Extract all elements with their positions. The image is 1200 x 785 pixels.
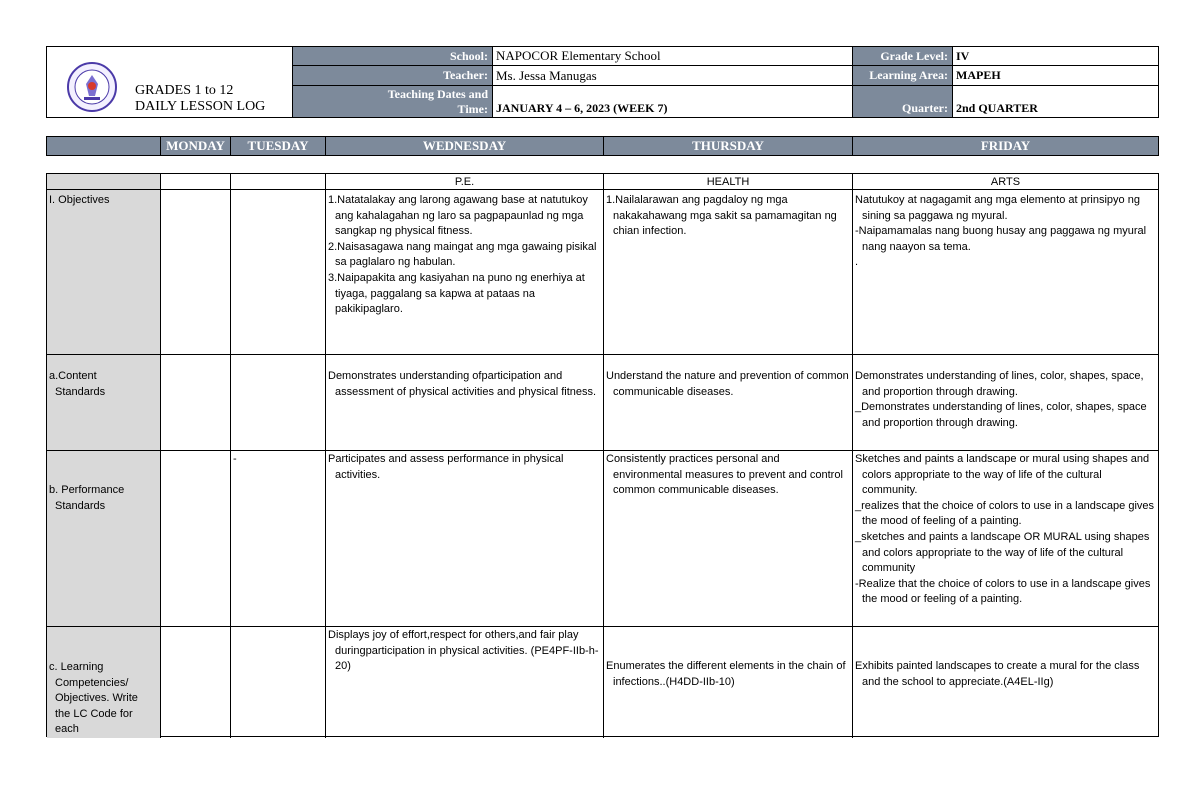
dates-label — [293, 86, 493, 117]
competencies-pe-text: Displays joy of effort,respect for others,and fair play duringparticipation in physical activities. (PE4PF-IIb-h-20) — [328, 629, 599, 673]
performance-health-text: Consistently practices personal and environmental measures to prevent and control common communicable diseases. — [606, 453, 843, 497]
objectives-arts-item: . — [855, 256, 859, 269]
content-pe-text: Demonstrates understanding ofparticipation and assessment of physical activities and physical fitness. — [328, 370, 597, 398]
lesson-grid — [46, 173, 1159, 737]
competencies-label-line-2: Competencies/ — [55, 676, 129, 689]
performance-tuesday: - — [231, 451, 326, 627]
objectives-health — [604, 190, 853, 355]
performance-monday — [161, 451, 231, 627]
dates-label-line-2: Time: — [457, 102, 488, 116]
performance-arts-item: -Realize that the choice of colors to use in a landscape gives the mood or feeling of a painting. — [855, 577, 1151, 606]
quarter-label: Quarter: — [853, 86, 953, 117]
school-label: School: — [293, 47, 493, 66]
objectives-pe-item: 3.Naipapakita ang kasiyahan na puno ng enerhiya at tiyaga, paggalang sa kapwa at pataas na pakikipaglaro. — [328, 271, 585, 316]
dates-label-line-1: Teaching Dates and — [387, 87, 488, 101]
learning-area-label: Learning Area: — [853, 66, 953, 86]
dll-title — [135, 83, 265, 115]
day-thursday: THURSDAY — [604, 137, 853, 155]
competencies-label-line-5: each — [55, 723, 79, 736]
subject-monday — [161, 174, 231, 190]
performance-arts-item: Sketches and paints a landscape or mural using shapes and colors appropriate to the way of life of the cultural community. — [855, 453, 1150, 497]
content-health — [604, 355, 853, 451]
competencies-label-line-1: c. Learning — [49, 661, 104, 673]
quarter-value: 2nd QUARTER — [956, 101, 1038, 115]
content-arts-item: Demonstrates understanding of lines, color, shapes, space, and proportion through drawing. — [855, 370, 1144, 398]
objectives-arts-item: Natutukoy at nagagamit ang mga elemento at prinsipyo ng sining sa paggawa ng myural. — [855, 194, 1140, 222]
header-table — [46, 46, 1159, 118]
school-value: NAPOCOR Elementary School — [493, 47, 853, 66]
learning-area-value: MAPEH — [953, 66, 1158, 86]
teacher-value: Ms. Jessa Manugas — [493, 66, 853, 86]
day-tuesday: TUESDAY — [231, 137, 326, 155]
row-label-performance — [47, 451, 161, 627]
grade-value: IV — [953, 47, 1158, 66]
performance-arts-item: _realizes that the choice of colors to use in a landscape gives the mood of feeling of a painting. — [855, 499, 1155, 528]
subject-row-label — [47, 174, 161, 190]
content-pe — [326, 355, 604, 451]
logo-cell — [47, 47, 293, 117]
competencies-tuesday — [231, 627, 326, 738]
competencies-monday — [161, 627, 231, 738]
content-tuesday — [231, 355, 326, 451]
objectives-tuesday — [231, 190, 326, 355]
row-label-competencies — [47, 627, 161, 738]
day-friday: FRIDAY — [980, 138, 1031, 153]
day-monday: MONDAY — [161, 137, 231, 155]
content-label-line-1: a.Content — [49, 370, 97, 382]
dates-value: JANUARY 4 – 6, 2023 (WEEK 7) — [493, 86, 853, 117]
subject-tuesday — [231, 174, 326, 190]
day-wednesday: WEDNESDAY — [326, 137, 604, 155]
day-header-blank — [47, 137, 161, 155]
performance-pe — [326, 451, 604, 627]
objectives-health-item: 1.Nailalarawan ang pagdaloy ng mga nakakahawang mga sakit sa pamamagitan ng chian infection. — [606, 194, 837, 238]
performance-arts-item: _sketches and paints a landscape OR MURAL using shapes and colors appropriate to the way of life of the cultural community — [855, 530, 1150, 575]
subject-health: HEALTH — [604, 174, 853, 190]
performance-label-line-1: b. Performance — [49, 484, 125, 496]
content-arts-item: _Demonstrates understanding of lines, color, shapes, space and proportion through drawing. — [855, 401, 1147, 429]
subject-arts: ARTS — [853, 174, 1158, 190]
objectives-pe-item: 2.Naisasagawa nang maingat ang mga gawaing pisikal sa paglalaro ng habulan. — [328, 240, 597, 269]
competencies-arts — [853, 627, 1158, 738]
competencies-health — [604, 627, 853, 738]
day-header-row — [46, 136, 1159, 156]
performance-pe-text: Participates and assess performance in physical activities. — [328, 453, 564, 481]
objectives-arts — [853, 190, 1158, 355]
content-label-line-2: Standards — [55, 385, 106, 398]
objectives-pe — [326, 190, 604, 355]
objectives-arts-item: -Naipamamalas nang buong husay ang paggawa ng myural nang naayon sa tema. — [855, 225, 1147, 253]
objectives-monday — [161, 190, 231, 355]
competencies-arts-text: Exhibits painted landscapes to create a mural for the class and the school to appreciate.(A4EL-IIg) — [855, 660, 1140, 688]
subject-pe: P.E. — [326, 174, 604, 190]
competencies-pe — [326, 627, 604, 738]
performance-health — [604, 451, 853, 627]
grade-label: Grade Level: — [853, 47, 953, 66]
deped-seal-icon — [67, 62, 117, 112]
title-line-2: DAILY LESSON LOG — [135, 99, 266, 114]
teacher-label: Teacher: — [293, 66, 493, 86]
content-health-text: Understand the nature and prevention of common communicable diseases. — [606, 370, 849, 398]
competencies-health-text: Enumerates the different elements in the chain of infections..(H4DD-IIb-10) — [606, 660, 846, 688]
content-arts — [853, 355, 1158, 451]
competencies-label-line-4: the LC Code for — [55, 707, 133, 720]
objectives-pe-item: 1.Natatalakay ang larong agawang base at natutukoy ang kahalagahan ng laro sa pagpapaunlad ng mga sangkap ng physical fitness. — [328, 194, 588, 238]
content-monday — [161, 355, 231, 451]
performance-label-line-2: Standards — [55, 499, 106, 512]
row-label-objectives: I. Objectives — [47, 190, 161, 355]
performance-arts — [853, 451, 1158, 627]
competencies-label-line-3: Objectives. Write — [55, 692, 138, 705]
title-line-1: GRADES 1 to 12 — [135, 83, 234, 98]
row-label-content — [47, 355, 161, 451]
